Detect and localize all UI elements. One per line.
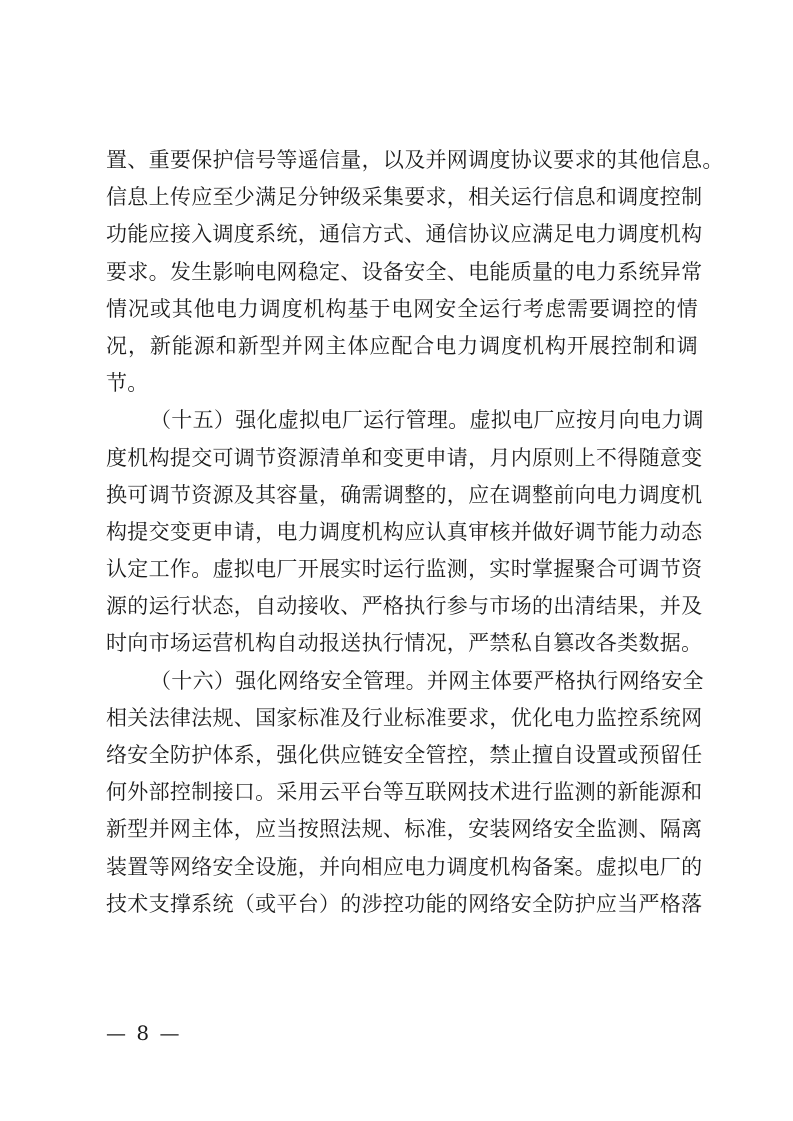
- body-text: [106, 142, 724, 923]
- text-line: 情况或其他电力调度机构基于电网安全运行考虑需要调控的情: [106, 296, 698, 321]
- text-line: 相关法律法规、国家标准及行业标准要求，优化电力监控系统网: [106, 705, 703, 730]
- text-line: 何外部控制接口。采用云平台等互联网技术进行监测的新能源和: [106, 780, 703, 805]
- text-line: 时向市场运营机构自动报送执行情况，严禁私自篡改各类数据。: [106, 631, 703, 656]
- section-15-heading-line: （十五）强化虚拟电厂运行管理。虚拟电厂应按月向电力调: [150, 408, 704, 433]
- page-number: — 8 —: [106, 1021, 182, 1045]
- text-line: 源的运行状态，自动接收、严格执行参与市场的出清结果，并及: [106, 594, 703, 619]
- text-line: 技术支撑系统（或平台）的涉控功能的网络安全防护应当严格落: [106, 891, 703, 916]
- text-line: 节。: [106, 371, 149, 396]
- text-line: 度机构提交可调节资源清单和变更申请，月内原则上不得随意变: [106, 445, 703, 470]
- text-line: 置、重要保护信号等遥信量，以及并网调度协议要求的其他信息。: [106, 148, 724, 172]
- section-16-heading-line: （十六）强化网络安全管理。并网主体要严格执行网络安全: [150, 668, 704, 693]
- text-line: 认定工作。虚拟电厂开展实时运行监测，实时掌握聚合可调节资: [106, 557, 703, 582]
- text-line: 要求。发生影响电网稳定、设备安全、电能质量的电力系统异常: [106, 259, 703, 284]
- text-line: 装置等网络安全设施，并向相应电力调度机构备案。虚拟电厂的: [106, 854, 703, 879]
- text-line: 新型并网主体，应当按照法规、标准，安装网络安全监测、隔离: [106, 817, 703, 842]
- text-line: 信息上传应至少满足分钟级采集要求，相关运行信息和调度控制: [106, 185, 703, 210]
- text-line: 络安全防护体系，强化供应链安全管控，禁止擅自设置或预留任: [106, 743, 703, 767]
- text-line: 换可调节资源及其容量，确需调整的，应在调整前向电力调度机: [106, 482, 703, 507]
- text-line: 功能应接入调度系统，通信方式、通信协议应满足电力调度机构: [106, 222, 703, 247]
- text-line: 构提交变更申请，电力调度机构应认真审核并做好调节能力动态: [106, 519, 703, 544]
- text-line: 况，新能源和新型并网主体应配合电力调度机构开展控制和调: [106, 333, 698, 358]
